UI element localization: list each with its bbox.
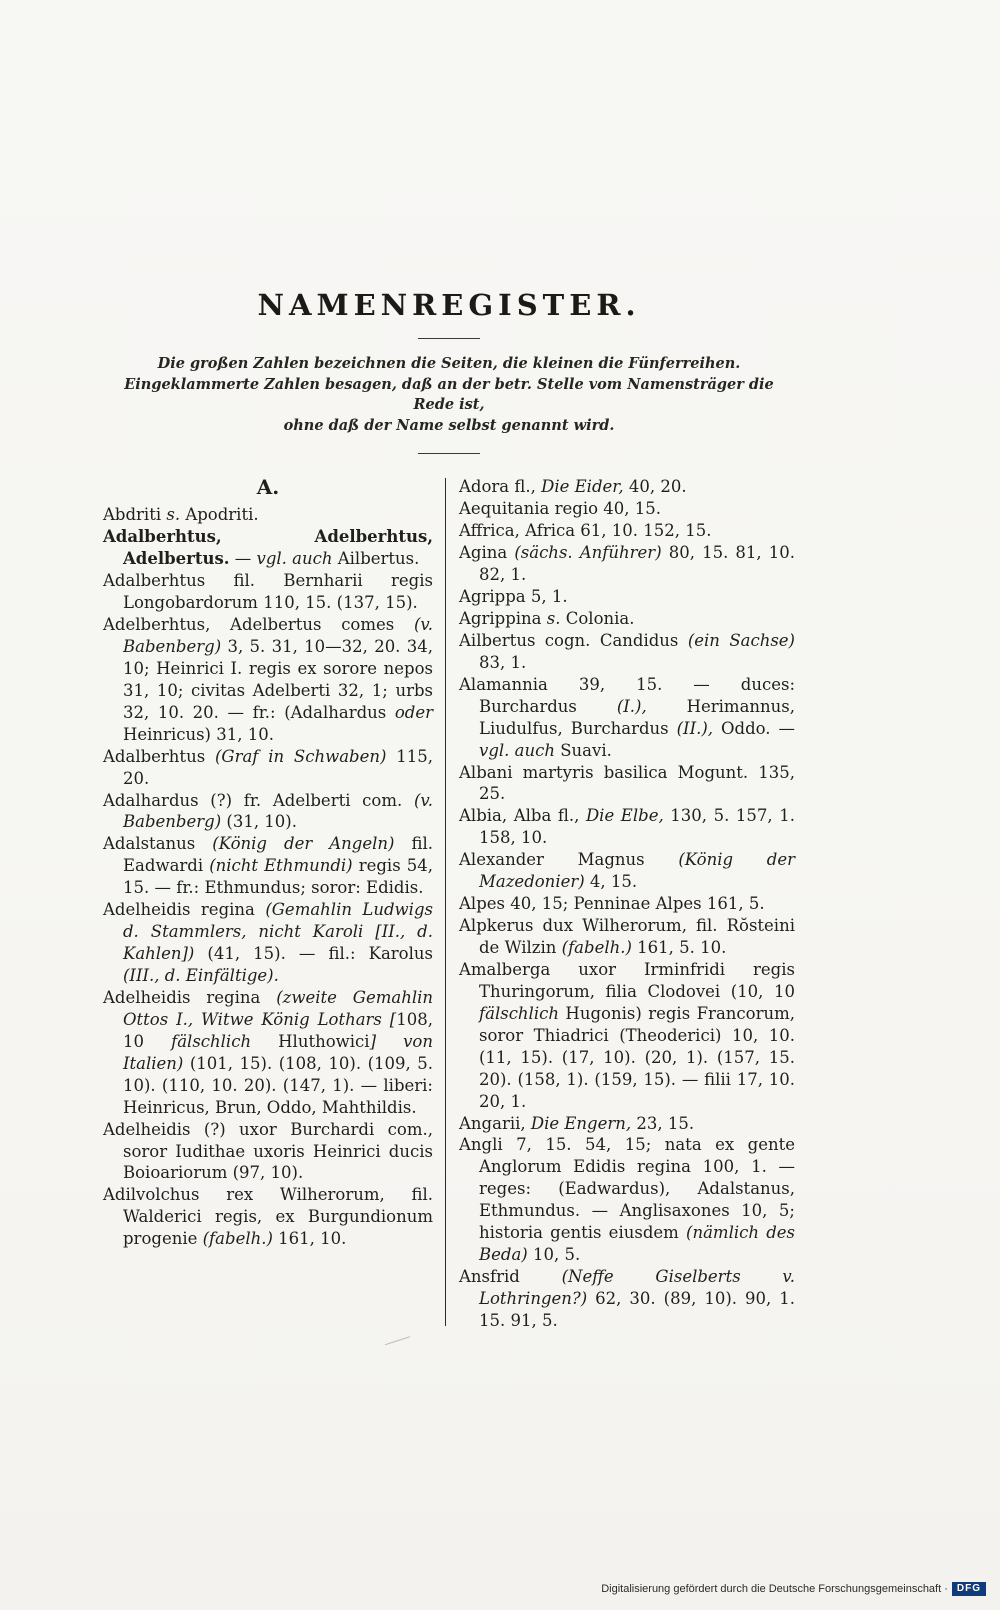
right-entries-list [459,476,795,1332]
entry-text-segment: Alexander Magnus [459,850,679,870]
index-entry [459,674,795,762]
entry-text-segment: (König der Mazedonier) [479,850,795,892]
index-columns [103,476,795,1332]
entry-text-segment: 10, 5. [527,1245,581,1265]
entry-text-segment: Adelheidis (?) uxor Burchardi com., soror Iudithae uxoris Heinrici ducis Boioariorum (97, 10). [103,1119,433,1183]
entry-text-segment: Apodriti. [180,505,259,525]
index-entry [459,542,795,586]
entry-text-segment: Herimannus, Liudulfus, Burchardus [479,696,796,738]
entry-text-segment: (König der Angeln) [212,834,395,854]
entry-text-segment: Ansfrid [459,1267,562,1287]
entry-text-segment: 4, 15. [584,872,638,892]
entry-text-segment: Alpes 40, 15; Penninae Alpes 161, 5. [459,894,765,914]
index-entry [459,476,795,498]
entry-text-segment: Die Engern, [530,1113,632,1133]
entry-text-segment: Suavi. [554,740,612,760]
title-divider [418,338,480,339]
footer [601,1582,986,1596]
entry-text-segment: (nämlich des Beda) [479,1223,795,1265]
headnote-line: Eingeklammerte Zahlen besagen, daß an der betr. Stelle vom Namensträger die Rede ist, [124,375,774,414]
entry-text-segment: Hugonis) regis Francorum, soror Thiadrici (Theoderici) 10, 10. (11, 15). (17, 10). (20, 1). (157, 15. 20). (158, 1). (159, 15). — filii 17, 10. 20, 1. [479,1003,795,1111]
index-entry [459,608,795,630]
entry-text-segment: Adalberhtus fil. Bernharii regis Longobardorum 110, 15. (137, 15). [103,571,433,613]
right-column [459,476,795,1332]
index-entry [103,987,433,1119]
entry-text-segment: Colonia. [560,608,635,628]
entry-text-segment: ] von Italien) [123,1031,433,1073]
entry-text-segment: (sächs. Anführer) [514,543,662,563]
entry-text-segment: (Gemahlin Ludwigs d. Stammlers, nicht Karoli [II., d. Kahlen]) [123,900,433,964]
index-entry [103,614,433,746]
index-entry [103,833,433,899]
entry-text-segment: (fabelh.) [561,938,632,957]
entry-text-segment: Adilvolchus rex Wilherorum, fil. Walderici regis, ex Burgundionum progenie [103,1185,433,1249]
entry-text-segment: Hluthowici [251,1031,370,1051]
entry-text-segment: (nicht Ethmundi) [209,856,353,876]
entry-text-segment: Die Elbe, [585,806,664,826]
entry-text-segment: (v. Babenberg) [123,615,433,656]
headnote-line: Die großen Zahlen bezeichnen die Seiten, die kleinen die Fünferreihen. [157,355,741,372]
entry-text-segment: s. [546,608,561,628]
entry-text-segment: Angli 7, 15. 54, 15; nata ex gente Anglorum Edidis regina 100, 1. — reges: (Eadwardus), Adalstanus, Ethmundus. — Anglisaxones 10, 5; historia gentis eiusdem [459,1135,795,1243]
entry-text-segment: 3, 5. 31, 10—32, 20. 34, 10; Heinrici I. regis ex sorore nepos 31, 10; civitas Adelberti 32, 1; urbs 32, 10. 20. — fr.: (Adalhardus [123,636,433,722]
entry-text-segment: vgl. auch [256,549,333,569]
entry-text-segment: (zweite Gemahlin Ottos I., Witwe König Lothars [ [123,987,433,1029]
entry-text-segment: 130, 5. 157, 1. 158, 10. [479,806,795,848]
index-entry [459,520,795,542]
entry-text-segment: (fabelh.) [202,1229,273,1249]
entry-text-segment: (I.), [616,696,647,716]
entry-text-segment: Albani martyris basilica Mogunt. 135, 25. [459,762,795,804]
index-entry [459,1134,795,1266]
column-divider [445,478,446,1326]
index-entry [103,746,433,790]
entry-text-segment: 161, 5. 10. [631,938,727,957]
dfg-logo: DFG [952,1582,986,1596]
entry-text-segment: 161, 10. [272,1229,347,1249]
index-entry [459,849,795,893]
entry-text-segment: Agrippa 5, 1. [459,587,568,606]
index-entry [103,570,433,614]
entry-text-segment: 115, 20. [123,746,433,788]
entry-text-segment: Aequitania regio 40, 15. [459,499,661,519]
entry-text-segment: Adelheidis regina [103,900,266,920]
index-entry [459,498,795,520]
headnote-line: ohne daß der Name selbst genannt wird. [283,416,615,434]
entry-text-segment: — [229,549,257,569]
entry-text-segment: 40, 20. [623,477,687,497]
entry-text-segment: oder [394,702,433,722]
index-entry [459,805,795,849]
entry-text-segment: Adalstanus [103,834,213,854]
index-entry [103,1184,433,1250]
entry-text-segment: regis 54, 15. — fr.: Ethmundus; soror: Edidis. [123,856,433,898]
entry-text-segment: vgl. auch [479,740,555,760]
entry-text-segment: Adalberhtus, Adelberhtus, Adelbertus. [103,527,433,569]
index-entry [459,893,795,915]
entry-text-segment: 108, 10 [123,1009,433,1051]
entry-text-segment: (41, 15). — fil.: Karolus [194,944,433,964]
entry-text-segment: Alamannia 39, 15. — duces: Burchardus [459,674,795,716]
entry-text-segment: Alpkerus dux Wilherorum, fil. Rŏsteini de Wilzin [459,916,795,957]
entry-text-segment: (III., d. Einfältige). [123,966,279,985]
entry-text-segment: Abdriti [103,505,167,525]
entry-text-segment: 80, 15. 81, 10. 82, 1. [479,543,795,585]
entry-text-segment: (v. Babenberg) [123,790,433,832]
entry-text-segment: 23, 15. [631,1113,695,1133]
entry-text-segment: Oddo. — [713,718,795,738]
index-entry [459,1113,795,1135]
index-entry [459,915,795,959]
entry-text-segment: Angarii, [459,1113,531,1133]
entry-text-segment: Albia, Alba fl., [459,806,586,826]
entry-text-segment: 83, 1. [479,652,527,672]
entry-text-segment: fälschlich [171,1031,252,1051]
entry-text-segment: Heinricus) 31, 10. [123,724,274,744]
index-entry [459,762,795,806]
left-column [103,476,433,1332]
index-entry [459,959,795,1113]
index-entry [103,1119,433,1185]
entry-text-segment: (101, 15). (108, 10). (109, 5. 10). (110, 10. 20). (147, 1). — liberi: Heinricus, Brun, Oddo, Mahthildis. [123,1053,433,1117]
index-entry [459,586,795,608]
entry-text-segment: Die Eider, [541,477,624,497]
entry-text-segment: Agrippina [459,608,547,628]
left-entries-list [103,504,433,1250]
entry-text-segment: (Neffe Giselberts v. Lothringen?) [479,1267,795,1308]
entry-text-segment: Adelheidis regina [103,987,277,1007]
headnote-divider [418,453,480,454]
entry-text-segment: (31, 10). [221,812,297,832]
index-entry [459,1266,795,1332]
entry-text-segment: Affrica, Africa 61, 10. 152, 15. [459,521,712,541]
index-entry [103,899,433,987]
headnote [103,354,795,436]
index-entry [459,630,795,674]
index-entry [103,526,433,570]
entry-text-segment: Adelberhtus, Adelbertus comes [103,615,414,634]
page-title: NAMENREGISTER. [257,288,641,322]
section-letter-a: A. [256,475,280,500]
scanned-page [103,0,795,1332]
index-entry [103,504,433,526]
entry-text-segment: Ailbertus. [332,549,420,569]
entry-text-segment: (II.), [676,718,714,738]
entry-text-segment: Adalhardus (?) fr. Adelberti com. [103,790,414,810]
entry-text-segment: Agina [459,543,515,563]
index-entry [103,790,433,834]
entry-text-segment: Adora fl., [459,477,542,497]
entry-text-segment: Adalberhtus [103,746,215,766]
entry-text-segment: 62, 30. (89, 10). 90, 1. 15. 91, 5. [479,1289,795,1330]
footer-credit-text: Digitalisierung gefördert durch die Deutsche Forschungsgemeinschaft · [601,1583,948,1595]
entry-text-segment: (Graf in Schwaben) [214,746,387,766]
pencil-mark [385,1336,413,1354]
entry-text-segment: s. [166,505,181,525]
entry-text-segment: fil. Eadwardi [123,834,433,876]
entry-text-segment: Amalberga uxor Irminfridi regis Thuringorum, filia Clodovei (10, 10 [459,959,795,1001]
entry-text-segment: Ailbertus cogn. Candidus [459,630,688,650]
entry-text-segment: (ein Sachse) [687,630,795,650]
entry-text-segment: fälschlich [479,1003,559,1023]
